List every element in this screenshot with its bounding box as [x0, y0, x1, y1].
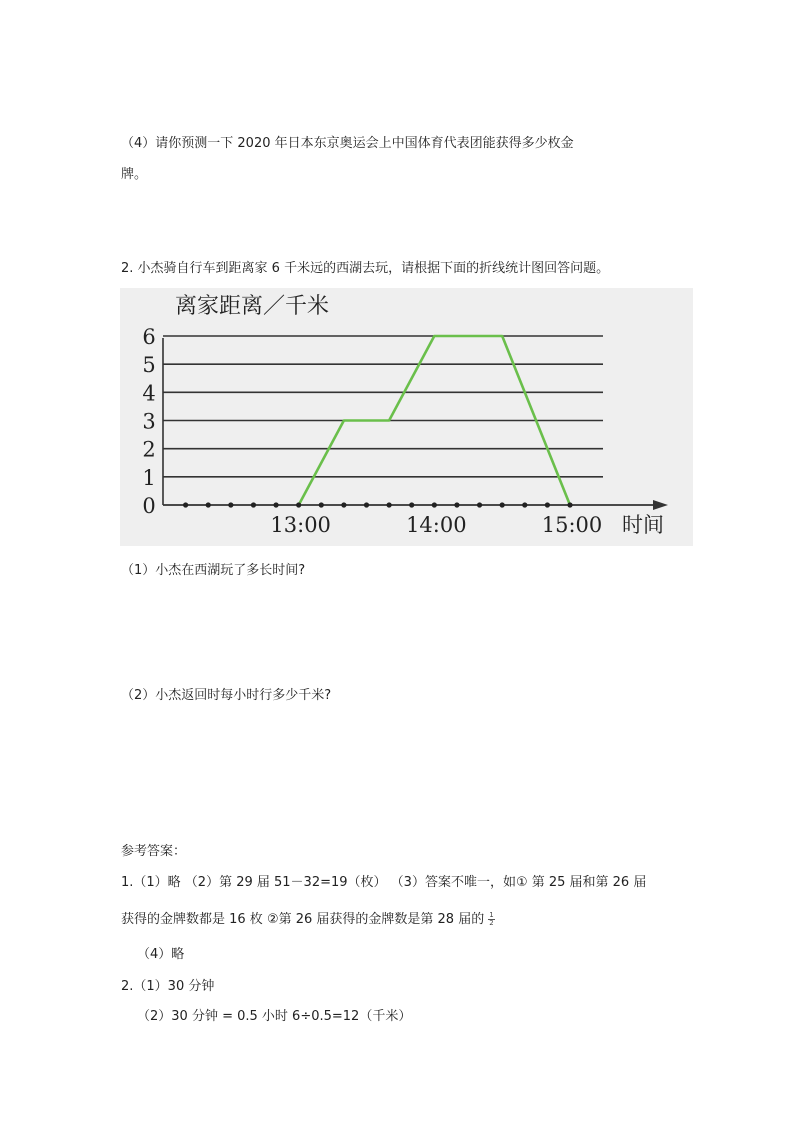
answer-1-line-2-text: 获得的金牌数都是 16 枚 ②第 26 届获得的金牌数是第 28 届的 — [121, 912, 485, 927]
fraction-numerator: 1 — [489, 911, 494, 919]
question-1-4-line-2: 牌。 — [121, 167, 148, 182]
x-tick-label-1500: 15:00 — [541, 513, 603, 537]
x-axis-dot — [454, 502, 459, 507]
x-axis-dot — [545, 502, 550, 507]
answer-1-line-3: （4）略 — [137, 947, 185, 962]
answer-1-line-1: 1.（1）略 （2）第 29 届 51－32=19（枚） （3）答案不唯一，如① 第 25 届和第 26 届 — [121, 875, 647, 890]
question-2-intro: 2. 小杰骑自行车到距离家 6 千米远的西湖去玩，请根据下面的折线统计图回答问题。 — [121, 261, 610, 276]
y-tick-label-4: 4 — [142, 381, 156, 406]
question-1-4-line-1: （4）请你预测一下 2020 年日本东京奥运会上中国体育代表团能获得多少枚金 — [121, 136, 574, 151]
x-tick-label-1300: 13:00 — [270, 513, 331, 537]
chart-background — [120, 288, 693, 546]
x-axis-dot — [500, 502, 505, 507]
y-tick-label-6: 6 — [142, 325, 156, 349]
fraction-one-half — [488, 912, 494, 927]
y-tick-label-5: 5 — [142, 353, 156, 378]
fraction-denominator: 2 — [489, 919, 494, 927]
y-tick-label-2: 2 — [142, 437, 156, 462]
y-tick-label-1: 1 — [142, 465, 156, 490]
x-axis-dot — [387, 502, 392, 507]
question-2-sub-2: （2）小杰返回时每小时行多少千米? — [121, 688, 332, 703]
x-axis-dot — [409, 502, 414, 507]
x-axis-dot — [206, 502, 211, 507]
question-2-sub-1: （1）小杰在西湖玩了多长时间? — [121, 563, 306, 578]
distance-time-line-chart — [120, 288, 693, 546]
y-tick-label-3: 3 — [142, 409, 156, 434]
x-axis-dot — [296, 502, 301, 507]
x-tick-label-1400: 14:00 — [406, 513, 467, 537]
x-axis-dot — [432, 502, 437, 507]
x-axis-dot — [319, 502, 324, 507]
answers-heading: 参考答案： — [121, 844, 187, 859]
chart-title: 离家距离／千米 — [175, 294, 330, 319]
answer-2-line-2: （2）30 分钟 = 0.5 小时 6÷0.5=12（千米） — [137, 1009, 412, 1024]
x-axis-dot — [567, 502, 572, 507]
x-axis-dot — [273, 502, 278, 507]
x-axis-dot — [477, 502, 482, 507]
x-axis-dot — [522, 502, 527, 507]
x-axis-dot — [364, 502, 369, 507]
answer-1-line-2 — [121, 911, 495, 929]
answer-2-line-1: 2.（1）30 分钟 — [121, 979, 215, 994]
y-tick-label-0: 0 — [142, 494, 156, 518]
x-axis-dot — [228, 502, 233, 507]
x-axis-dot — [251, 502, 256, 507]
x-axis-label: 时间 — [622, 513, 664, 537]
x-axis-dot — [341, 502, 346, 507]
x-axis-dot — [183, 502, 188, 507]
